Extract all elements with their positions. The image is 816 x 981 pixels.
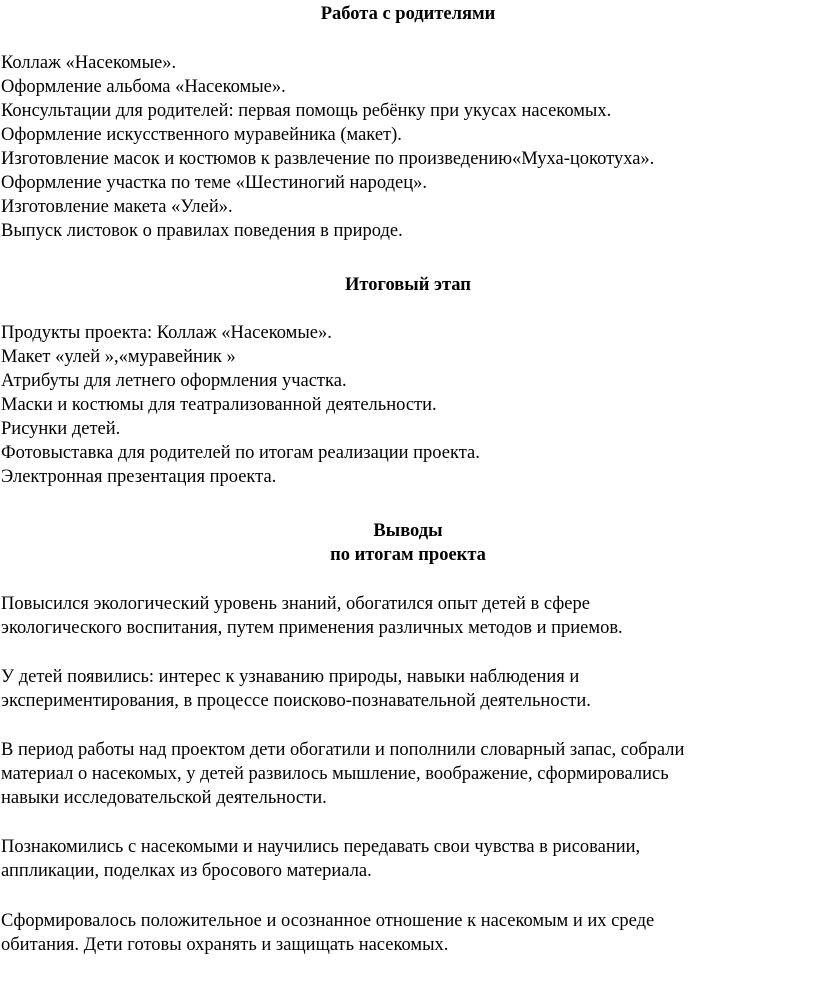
list-item: Макет «улей »,«муравейник » xyxy=(1,347,236,367)
list-item: Электронная презентация проекта. xyxy=(1,467,277,487)
section-heading-final-stage: Итоговый этап xyxy=(345,275,471,295)
paragraph-line: В период работы над проектом дети обогатили и пополнили словарный запас, собрали xyxy=(1,740,685,760)
paragraph-line: Сформировалось положительное и осознанное отношение к насекомым и их среде xyxy=(1,911,655,931)
list-item: Консультации для родителей: первая помощь ребёнку при укусах насекомых. xyxy=(1,101,612,121)
list-item: Атрибуты для летнего оформления участка. xyxy=(1,371,347,391)
section-heading-conclusions: Выводы xyxy=(373,521,443,541)
section-subheading-conclusions: по итогам проекта xyxy=(330,545,486,565)
list-item: Фотовыставка для родителей по итогам реализации проекта. xyxy=(1,443,480,463)
paragraph-line: навыки исследовательской деятельности. xyxy=(1,788,327,808)
list-item: Рисунки детей. xyxy=(1,419,121,439)
paragraph-line: У детей появились: интерес к узнаванию природы, навыки наблюдения и xyxy=(1,667,580,687)
paragraph-line: Повысился экологический уровень знаний, обогатился опыт детей в сфере xyxy=(1,594,590,614)
list-item: Оформление искусственного муравейника (макет). xyxy=(1,125,402,145)
list-item: Коллаж «Насекомые». xyxy=(1,53,177,73)
list-item: Выпуск листовок о правилах поведения в природе. xyxy=(1,221,403,241)
paragraph-line: экспериментирования, в процессе поисково-познавательной деятельности. xyxy=(1,691,591,711)
paragraph-line: Познакомились с насекомыми и научились передавать свои чувства в рисовании, xyxy=(1,837,641,857)
list-item: Изготовление макета «Улей». xyxy=(1,197,233,217)
paragraph-line: обитания. Дети готовы охранять и защищать насекомых. xyxy=(1,935,449,955)
list-item: Оформление участка по теме «Шестиногий народец». xyxy=(1,173,427,193)
section-heading-parents: Работа с родителями xyxy=(320,4,496,24)
paragraph-line: материал о насекомых, у детей развилось мышление, воображение, сформировались xyxy=(1,764,669,784)
paragraph-line: экологического воспитания, путем применения различных методов и приемов. xyxy=(1,618,623,638)
list-item: Продукты проекта: Коллаж «Насекомые». xyxy=(1,323,332,343)
list-item: Оформление альбома «Насекомые». xyxy=(1,77,286,97)
list-item: Маски и костюмы для театрализованной деятельности. xyxy=(1,395,437,415)
list-item: Изготовление масок и костюмов к развлечение по произведению«Муха-цокотуха». xyxy=(1,149,655,169)
paragraph-line: аппликации, поделках из бросового материала. xyxy=(1,861,372,881)
